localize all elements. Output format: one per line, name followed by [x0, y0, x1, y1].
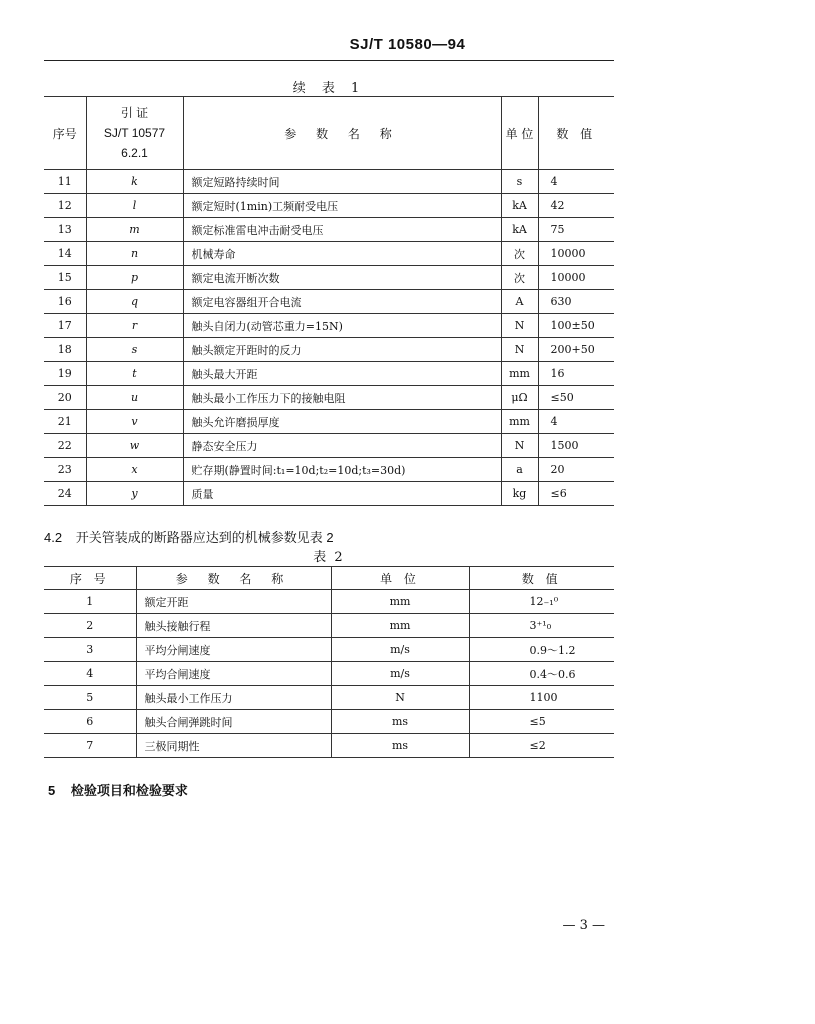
- table-row: [44, 242, 614, 266]
- header-ref-line2: SJ/T 10577: [103, 126, 166, 140]
- row-unit: N: [331, 686, 469, 710]
- row-seq: 13: [44, 218, 86, 242]
- row-seq: 16: [44, 290, 86, 314]
- row-value: 75: [538, 218, 614, 242]
- table-row: [44, 218, 614, 242]
- row-seq: 5: [44, 686, 136, 710]
- header-param-name: 参 数 名 称: [183, 97, 501, 170]
- header-value: 数 值: [538, 97, 614, 170]
- row-value: 4: [538, 170, 614, 194]
- table2-header-row: [44, 567, 614, 590]
- section-5-title: 检验项目和检验要求: [70, 783, 188, 798]
- row-value: ≤5: [469, 710, 614, 734]
- table-row: [44, 662, 614, 686]
- row-unit: kg: [501, 482, 538, 506]
- row-value: 1100: [469, 686, 614, 710]
- table-row: [44, 266, 614, 290]
- row-value: 4: [538, 410, 614, 434]
- header-reference: [86, 97, 183, 170]
- row-seq: 19: [44, 362, 86, 386]
- header-seq: 序号: [44, 97, 86, 170]
- row-value: 0.9～1.2: [469, 638, 614, 662]
- row-seq: 15: [44, 266, 86, 290]
- table-row: [44, 614, 614, 638]
- row-value: 630: [538, 290, 614, 314]
- row-param-name: 机械寿命: [183, 242, 501, 266]
- row-value: 3⁺¹₀: [469, 614, 614, 638]
- row-value: 10000: [538, 266, 614, 290]
- row-param-name: 额定电容器组开合电流: [183, 290, 501, 314]
- row-param-name: 触头最小工作压力下的接触电阻: [183, 386, 501, 410]
- table-row: [44, 338, 614, 362]
- row-symbol: s: [86, 338, 183, 362]
- row-symbol: n: [86, 242, 183, 266]
- table1-header-row: [44, 97, 614, 170]
- row-unit: mm: [501, 410, 538, 434]
- header-ref-line3: 6.2.1: [121, 146, 148, 160]
- row-unit: N: [501, 314, 538, 338]
- row-unit: mm: [331, 590, 469, 614]
- row-seq: 12: [44, 194, 86, 218]
- row-unit: ms: [331, 734, 469, 758]
- row-value: ≤50: [538, 386, 614, 410]
- row-seq: 18: [44, 338, 86, 362]
- row-unit: kA: [501, 194, 538, 218]
- row-seq: 14: [44, 242, 86, 266]
- row-unit: kA: [501, 218, 538, 242]
- table-row: [44, 686, 614, 710]
- row-param-name: 触头接触行程: [136, 614, 331, 638]
- row-param-name: 触头最大开距: [183, 362, 501, 386]
- table-row: [44, 290, 614, 314]
- header-ref-line1: 引 证: [120, 106, 149, 120]
- row-symbol: w: [86, 434, 183, 458]
- row-param-name: 额定短时(1min)工频耐受电压: [183, 194, 501, 218]
- row-unit: m/s: [331, 638, 469, 662]
- row-unit: μΩ: [501, 386, 538, 410]
- header-rule: [44, 60, 614, 61]
- row-symbol: r: [86, 314, 183, 338]
- header-unit: 单 位: [501, 97, 538, 170]
- standard-number-header: SJ/T 10580—94: [349, 36, 466, 53]
- row-symbol: m: [86, 218, 183, 242]
- row-symbol: p: [86, 266, 183, 290]
- t2-header-param-name: 参 数 名 称: [136, 567, 331, 590]
- row-symbol: v: [86, 410, 183, 434]
- row-symbol: y: [86, 482, 183, 506]
- t2-header-seq: 序 号: [44, 567, 136, 590]
- row-param-name: 贮存期(静置时间:t₁=10d;t₂=10d;t₃=30d): [183, 458, 501, 482]
- row-seq: 3: [44, 638, 136, 662]
- t2-header-value: 数 值: [469, 567, 614, 590]
- row-seq: 7: [44, 734, 136, 758]
- row-value: 10000: [538, 242, 614, 266]
- row-param-name: 触头最小工作压力: [136, 686, 331, 710]
- row-seq: 22: [44, 434, 86, 458]
- row-symbol: l: [86, 194, 183, 218]
- table-row: [44, 458, 614, 482]
- table-row: [44, 410, 614, 434]
- section-5-number: 5: [48, 783, 56, 798]
- table-row: [44, 590, 614, 614]
- table-row: [44, 170, 614, 194]
- table2-caption: 表 2: [313, 550, 345, 565]
- row-param-name: 静态安全压力: [183, 434, 501, 458]
- row-seq: 11: [44, 170, 86, 194]
- row-value: 1500: [538, 434, 614, 458]
- row-symbol: u: [86, 386, 183, 410]
- row-param-name: 额定电流开断次数: [183, 266, 501, 290]
- row-unit: s: [501, 170, 538, 194]
- row-unit: 次: [501, 242, 538, 266]
- row-value: 16: [538, 362, 614, 386]
- row-symbol: x: [86, 458, 183, 482]
- t2-header-unit: 单 位: [331, 567, 469, 590]
- table-row: [44, 434, 614, 458]
- row-seq: 17: [44, 314, 86, 338]
- row-unit: N: [501, 338, 538, 362]
- row-seq: 20: [44, 386, 86, 410]
- row-param-name: 触头合闸弹跳时间: [136, 710, 331, 734]
- table-row: [44, 482, 614, 506]
- row-param-name: 额定短路持续时间: [183, 170, 501, 194]
- row-seq: 23: [44, 458, 86, 482]
- table-row: [44, 710, 614, 734]
- section-4-2: [44, 527, 334, 546]
- row-value: 20: [538, 458, 614, 482]
- row-unit: m/s: [331, 662, 469, 686]
- row-param-name: 触头额定开距时的反力: [183, 338, 501, 362]
- section-4-2-number: 4.2: [44, 530, 63, 545]
- row-seq: 21: [44, 410, 86, 434]
- row-param-name: 质量: [183, 482, 501, 506]
- row-symbol: k: [86, 170, 183, 194]
- row-seq: 24: [44, 482, 86, 506]
- row-unit: a: [501, 458, 538, 482]
- row-param-name: 触头自闭力(动管芯重力=15N): [183, 314, 501, 338]
- row-seq: 4: [44, 662, 136, 686]
- row-seq: 1: [44, 590, 136, 614]
- row-param-name: 额定标准雷电冲击耐受电压: [183, 218, 501, 242]
- section-4-2-text: 开关管装成的断路器应达到的机械参数见表 2: [75, 530, 334, 545]
- table1-caption: 续 表 1: [292, 81, 366, 96]
- row-unit: 次: [501, 266, 538, 290]
- row-value: ≤2: [469, 734, 614, 758]
- row-param-name: 三极同期性: [136, 734, 331, 758]
- row-symbol: t: [86, 362, 183, 386]
- table-row: [44, 314, 614, 338]
- section-5: [48, 780, 188, 799]
- table-row: [44, 734, 614, 758]
- row-value: ≤6: [538, 482, 614, 506]
- row-unit: ms: [331, 710, 469, 734]
- row-symbol: q: [86, 290, 183, 314]
- row-param-name: 平均分闸速度: [136, 638, 331, 662]
- row-value: 200+50: [538, 338, 614, 362]
- row-param-name: 平均合闸速度: [136, 662, 331, 686]
- parameter-table-1: [44, 96, 614, 506]
- row-value: 12₋₁⁰: [469, 590, 614, 614]
- table-row: [44, 362, 614, 386]
- table-row: [44, 194, 614, 218]
- row-unit: N: [501, 434, 538, 458]
- row-value: 100±50: [538, 314, 614, 338]
- row-value: 42: [538, 194, 614, 218]
- table-row: [44, 386, 614, 410]
- row-unit: A: [501, 290, 538, 314]
- table-row: [44, 638, 614, 662]
- page-number: — 3 —: [562, 918, 605, 933]
- row-param-name: 额定开距: [136, 590, 331, 614]
- row-seq: 2: [44, 614, 136, 638]
- row-unit: mm: [501, 362, 538, 386]
- row-unit: mm: [331, 614, 469, 638]
- row-value: 0.4～0.6: [469, 662, 614, 686]
- row-seq: 6: [44, 710, 136, 734]
- parameter-table-2: [44, 566, 614, 758]
- row-param-name: 触头允许磨损厚度: [183, 410, 501, 434]
